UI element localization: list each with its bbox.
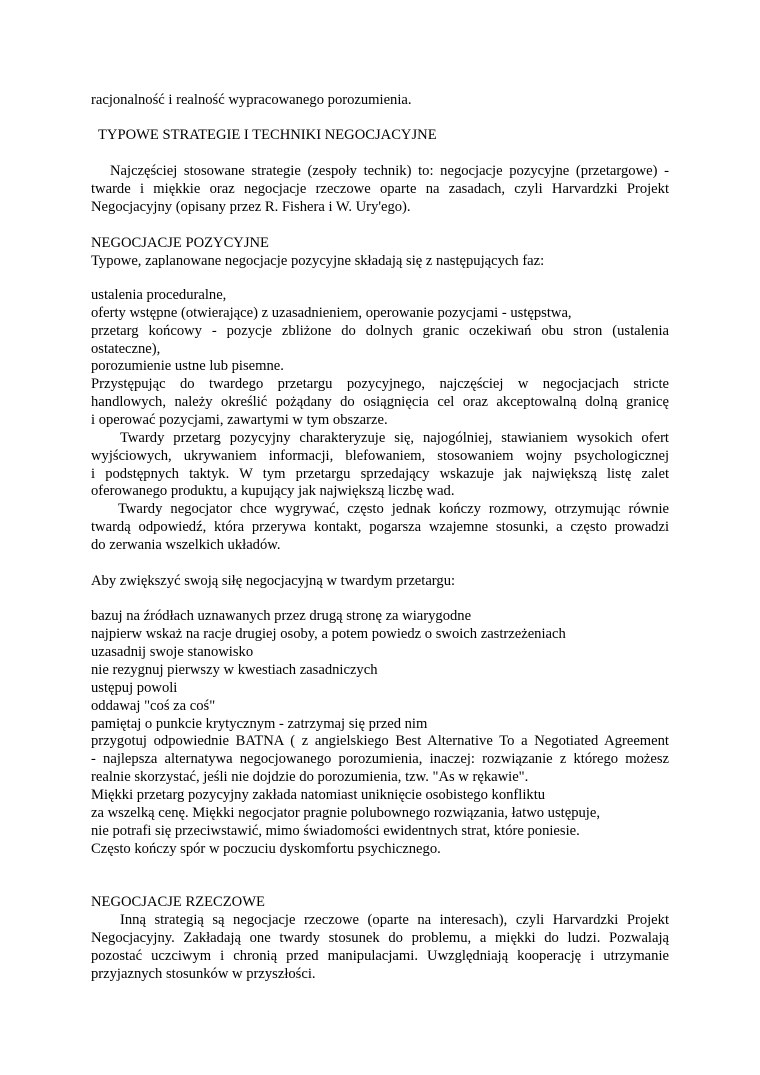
text-line: za wszelką cenę. Miękki negocjator pragnie polubownego rozwiązania, łatwo ustępuje, (91, 805, 600, 821)
text-line: Twardy negocjator chce wygrywać, często jednak kończy rozmowy, otrzymując równie (118, 501, 669, 517)
list-item: przygotuj odpowiednie BATNA ( z angielskiego Best Alternative To a Negotiated Agreement (91, 733, 669, 749)
section-heading: TYPOWE STRATEGIE I TECHNIKI NEGOCJACYJNE (98, 127, 437, 143)
text-line: pozostać uczciwym i chronią przed manipulacjami. Uwzględniają kooperację i utrzymanie (91, 948, 669, 964)
text-line: Przystępując do twardego przetargu pozycyjnego, najczęściej w negocjacjach stricte (91, 376, 669, 392)
text-line: Najczęściej stosowane strategie (zespoły technik) to: negocjacje pozycyjne (przetargowe) - (110, 163, 669, 179)
list-item: oferty wstępne (otwierające) z uzasadnieniem, operowanie pozycjami - ustępstwa, (91, 305, 572, 321)
section-heading: NEGOCJACJE RZECZOWE (91, 894, 265, 910)
text-line: realnie skorzystać, jeśli nie dojdzie do porozumienia, tzw. "As w rękawie". (91, 769, 529, 785)
text-line: wyjściowych, ukrywaniem informacji, blefowaniem, stosowaniem wojny psychologicznej (91, 448, 669, 464)
text-line: oferowanego produktu, a kupujący jak największą liczbę wad. (91, 483, 455, 499)
list-item: przetarg końcowy - pozycje zbliżone do dolnych granic oczekiwań obu stron (ustalenia (91, 323, 669, 339)
text-line: nie potrafi się przeciwstawić, mimo świadomości ewidentnych strat, które poniesie. (91, 823, 580, 839)
section-heading: NEGOCJACJE POZYCYJNE (91, 235, 269, 251)
text-line: Często kończy spór w poczuciu dyskomfortu psychicznego. (91, 841, 441, 857)
text-line: - najlepsza alternatywa negocjowanego porozumienia, inaczej: rozwiązanie z którego możesz (91, 751, 669, 767)
list-item: bazuj na źródłach uznawanych przez drugą stronę za wiarygodne (91, 608, 472, 624)
list-item: ostateczne), (91, 341, 161, 357)
text-line: Aby zwiększyć swoją siłę negocjacyjną w twardym przetargu: (91, 573, 456, 589)
text-line: Typowe, zaplanowane negocjacje pozycyjne składają się z następujących faz: (91, 253, 545, 269)
text-line: Inną strategią są negocjacje rzeczowe (oparte na interesach), czyli Harvardzki Projekt (120, 912, 669, 928)
text-line: Miękki przetarg pozycyjny zakłada natomiast uniknięcie osobistego konfliktu (91, 787, 546, 803)
list-item: uzasadnij swoje stanowisko (91, 644, 254, 660)
text-line: racjonalność i realność wypracowanego porozumienia. (91, 92, 412, 108)
text-line: twarde i miękkie oraz negocjacje rzeczowe oparte na zasadach, czyli Harvardzki Projekt (91, 181, 669, 197)
text-line: twardą odpowiedź, która przerywa kontakt, pogarsza wzajemne stosunki, a często prowadzi (91, 519, 669, 535)
list-item: nie rezygnuj pierwszy w kwestiach zasadniczych (91, 662, 378, 678)
list-item: ustalenia proceduralne, (91, 287, 227, 303)
text-line: przyjaznych stosunków w przyszłości. (91, 966, 316, 982)
text-line: handlowych, należy określić pożądany do osiągnięcia cel oraz akceptowalną dolną granicę (91, 394, 669, 410)
text-line: Negocjacyjny (opisany przez R. Fishera i W. Ury'ego). (91, 199, 411, 215)
list-item: ustępuj powoli (91, 680, 178, 696)
list-item: najpierw wskaż na racje drugiej osoby, a potem powiedz o swoich zastrzeżeniach (91, 626, 566, 642)
text-line: Twardy przetarg pozycyjny charakteryzuje się, najogólniej, stawianiem wysokich ofert (120, 430, 669, 446)
list-item: oddawaj "coś za coś" (91, 698, 216, 714)
text-line: i operować pozycjami, zawartymi w tym obszarze. (91, 412, 388, 428)
list-item: pamiętaj o punkcie krytycznym - zatrzymaj się przed nim (91, 716, 428, 732)
text-line: i podstępnych taktyk. W tym przetargu sprzedający wskazuje jak największą listę zalet (91, 466, 669, 482)
text-line: do zerwania wszelkich układów. (91, 537, 281, 553)
text-line: Negocjacyjny. Zakładają one twardy stosunek do problemu, a miękki do ludzi. Pozwalają (91, 930, 669, 946)
list-item: porozumienie ustne lub pisemne. (91, 358, 284, 374)
